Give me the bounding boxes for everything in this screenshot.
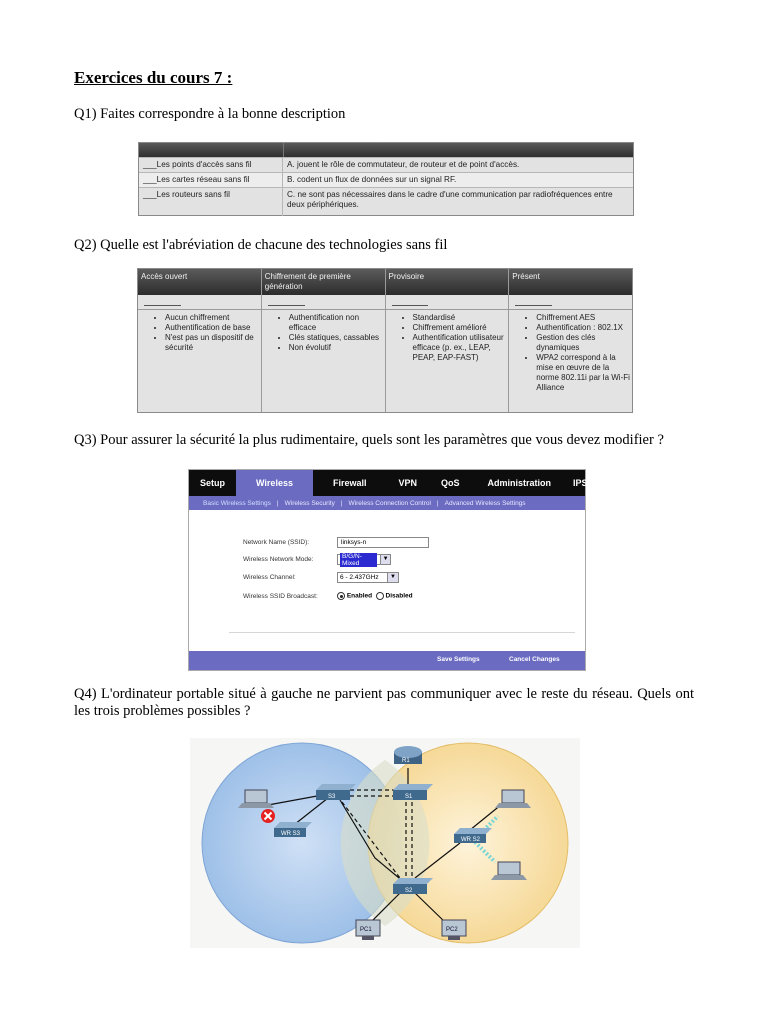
tab-firewall[interactable]: Firewall	[332, 478, 367, 488]
question-3: Q3) Pour assurer la sécurité la plus rudimentaire, quels sont les paramètres que vous devez modifier ?	[74, 432, 664, 448]
tab-setup[interactable]: Setup	[200, 478, 226, 488]
table-column	[386, 269, 510, 412]
channel-select[interactable]	[337, 572, 399, 583]
s3-label: S3	[328, 794, 336, 800]
error-icon	[261, 809, 275, 823]
row-left: ___Les points d'accès sans fil	[139, 158, 283, 172]
list-item: • WPA2 correspond à la mise en œuvre de la norme 802.11i par la Wi-Fi Alliance	[536, 353, 632, 393]
list-item: • Chiffrement amélioré	[413, 323, 509, 333]
s2-label: S2	[405, 888, 413, 894]
channel-value: 6 - 2.437GHz	[340, 574, 379, 581]
table-row	[139, 172, 633, 187]
list-item: • Chiffrement AES	[536, 313, 632, 323]
chevron-down-icon: ▼	[387, 573, 398, 582]
subtab-separator: |	[340, 499, 343, 507]
settings-body	[189, 510, 585, 650]
subtab-advanced-wireless[interactable]: Advanced Wireless Settings	[444, 499, 526, 507]
ssid-input[interactable]: linksys-n	[337, 537, 429, 548]
column-header: Provisoire	[386, 269, 509, 295]
chevron-down-icon: ▼	[380, 555, 390, 564]
row-left: ___Les cartes réseau sans fil	[139, 173, 283, 187]
subtab-connection-control[interactable]: Wireless Connection Control	[348, 499, 431, 507]
tab-wireless[interactable]: Wireless	[236, 470, 313, 496]
matching-table	[138, 142, 634, 216]
network-diagram	[190, 738, 580, 948]
table-column	[262, 269, 386, 412]
list-item: • Authentification : 802.1X	[536, 323, 632, 333]
list-item: • Gestion des clés dynamiques	[536, 333, 632, 353]
tab-ips[interactable]: IPS	[573, 478, 588, 488]
answer-blank	[509, 295, 632, 310]
ssid-broadcast-options	[337, 592, 413, 600]
security-table	[137, 268, 633, 413]
list-item: • Non évolutif	[289, 343, 385, 353]
switch-icon[interactable]	[393, 878, 433, 894]
r1-label: R1	[402, 758, 410, 764]
settings-panel	[229, 522, 575, 633]
enabled-label: Enabled	[346, 592, 373, 600]
disabled-label: Disabled	[385, 592, 413, 600]
answer-blank	[262, 295, 385, 310]
row-left: ___Les routeurs sans fil	[139, 188, 283, 216]
row-right: A. jouent le rôle de commutateur, de routeur et de point d'accès.	[287, 160, 520, 169]
list-item: • Authentification non efficace	[289, 313, 385, 333]
column-header: Chiffrement de première génération	[262, 269, 385, 295]
save-settings-button[interactable]: Save Settings	[437, 656, 480, 663]
s1-label: S1	[405, 794, 413, 800]
list-item: • Authentification utilisateur efficace (p. ex., LEAP, PEAP, EAP-FAST)	[413, 333, 509, 363]
channel-label: Wireless Channel:	[243, 574, 296, 581]
subtab-separator: |	[276, 499, 279, 507]
radio-enabled[interactable]	[337, 592, 345, 600]
tab-vpn[interactable]: VPN	[398, 478, 417, 488]
list-item: • Standardisé	[413, 313, 509, 323]
pc1-label: PC1	[360, 927, 372, 933]
network-mode-select[interactable]	[337, 554, 391, 565]
network-mode-label: Wireless Network Mode:	[243, 556, 314, 563]
question-4: Q4) L'ordinateur portable situé à gauche ne parvient pas communiquer avec le reste du réseau. Quels ont les trois problèmes possibles ?	[74, 686, 694, 719]
question-1: Q1) Faites correspondre à la bonne description	[74, 106, 346, 122]
cancel-changes-button[interactable]: Cancel Changes	[509, 656, 560, 663]
network-mode-value: B/G/N-Mixed	[340, 553, 377, 567]
page-title: Exercices du cours 7 :	[74, 68, 233, 87]
column-header: Présent	[509, 269, 632, 295]
ssid-broadcast-label: Wireless SSID Broadcast:	[243, 593, 318, 600]
ssid-label: Network Name (SSID):	[243, 539, 310, 546]
answer-blank	[386, 295, 509, 310]
table-row	[139, 157, 633, 172]
row-right: B. codent un flux de données sur un signal RF.	[287, 175, 457, 184]
subtab-basic-wireless[interactable]: Basic Wireless Settings	[203, 499, 271, 507]
pc2-label: PC2	[446, 927, 458, 933]
action-bar	[189, 651, 585, 670]
router-settings-screenshot	[188, 469, 586, 671]
answer-blank	[138, 295, 261, 310]
wr-s2-label: WR S2	[461, 837, 481, 843]
table-column	[509, 269, 632, 412]
table-row	[139, 187, 633, 216]
wr-s3-label: WR S3	[281, 831, 301, 837]
column-header: Accès ouvert	[138, 269, 261, 295]
list-item: • N'est pas un dispositif de sécurité	[165, 333, 261, 353]
row-right: C. ne sont pas nécessaires dans le cadre d'une communication par radiofréquences entre deux périphériques.	[287, 190, 613, 209]
subtab-separator: |	[436, 499, 439, 507]
tab-administration[interactable]: Administration	[487, 478, 552, 488]
switch-icon[interactable]	[393, 784, 433, 800]
list-item: • Clés statiques, cassables	[289, 333, 385, 343]
table-header	[139, 143, 633, 157]
switch-icon[interactable]	[316, 784, 356, 800]
subtab-wireless-security[interactable]: Wireless Security	[284, 499, 335, 507]
table-column	[138, 269, 262, 412]
list-item: • Aucun chiffrement	[165, 313, 261, 323]
question-2: Q2) Quelle est l'abréviation de chacune des technologies sans fil	[74, 237, 448, 253]
radio-disabled[interactable]	[376, 592, 384, 600]
tab-qos[interactable]: QoS	[441, 478, 460, 488]
top-nav	[189, 470, 588, 496]
network-diagram-svg	[190, 738, 580, 948]
list-item: • Authentification de base	[165, 323, 261, 333]
sub-nav	[189, 496, 585, 510]
